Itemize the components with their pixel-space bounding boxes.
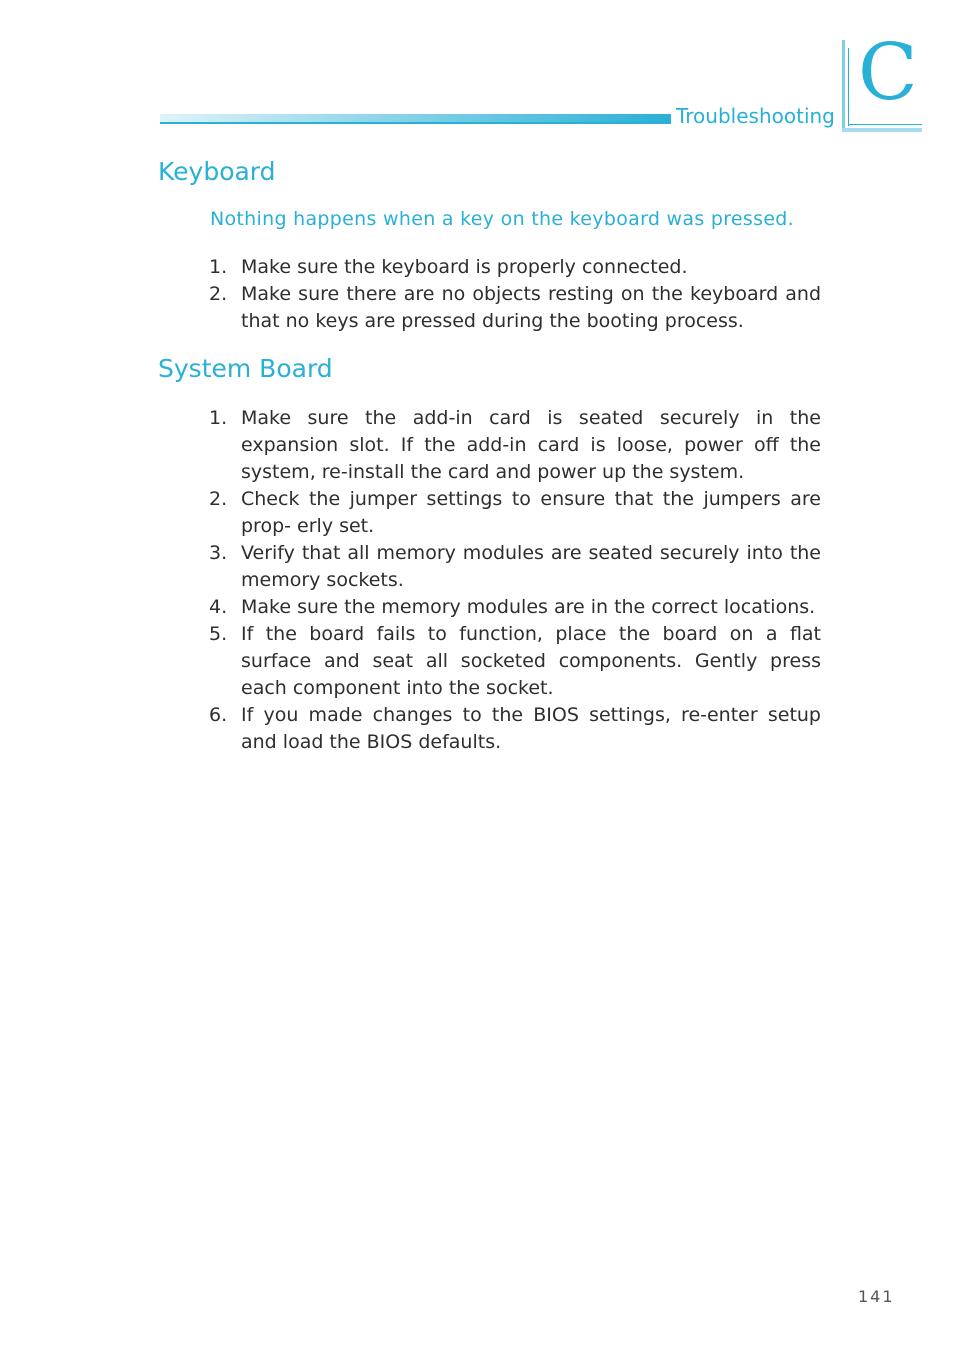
chapter-tab-inner-border — [848, 48, 849, 126]
list-item-number: 2. — [209, 488, 228, 510]
list-item — [209, 486, 821, 540]
system-board-steps-list — [209, 405, 821, 756]
chapter-tab — [842, 28, 922, 132]
list-item — [209, 405, 821, 486]
chapter-letter: C — [858, 28, 918, 118]
list-item — [209, 254, 821, 281]
list-item-number: 5. — [209, 623, 228, 645]
keyboard-steps-list — [209, 254, 821, 335]
section-title-system-board: System Board — [158, 354, 333, 383]
list-item-number: 1. — [209, 256, 228, 278]
list-item — [209, 540, 821, 594]
header-section-label: Troubleshooting — [676, 104, 835, 128]
list-item — [209, 594, 821, 621]
list-item-number: 4. — [209, 596, 228, 618]
chapter-tab-bottom-inner-border — [848, 124, 922, 125]
list-item — [209, 702, 821, 756]
chapter-tab-border — [842, 40, 845, 132]
list-item-text: If the board fails to function, place the board on a flat surface and seat all socketed components. Gently press each component into the socket. — [241, 623, 821, 699]
list-item — [209, 281, 821, 335]
chapter-tab-bottom-border — [842, 128, 922, 132]
list-item-number: 1. — [209, 407, 228, 429]
list-item-text: Make sure there are no objects resting on the keyboard and that no keys are pressed during the booting process. — [241, 283, 821, 332]
list-item-text: Make sure the add-in card is seated securely in the expansion slot. If the add-in card is loose, power off the system, re-install the card and power up the system. — [241, 407, 821, 483]
section-title-keyboard: Keyboard — [158, 157, 276, 186]
list-item-number: 6. — [209, 704, 228, 726]
keyboard-problem-subhead: Nothing happens when a key on the keyboard was pressed. — [210, 208, 795, 230]
list-item-text: Verify that all memory modules are seated securely into the memory sockets. — [241, 542, 821, 591]
list-item-number: 3. — [209, 542, 228, 564]
list-item-number: 2. — [209, 283, 228, 305]
list-item-text: Check the jumper settings to ensure that the jumpers are prop- erly set. — [241, 488, 821, 537]
list-item-text: If you made changes to the BIOS settings, re-enter setup and load the BIOS defaults. — [241, 704, 821, 753]
list-item-text: Make sure the memory modules are in the correct locations. — [241, 596, 816, 618]
page-number: 141 — [858, 1287, 895, 1306]
header-rule — [160, 122, 671, 124]
list-item-text: Make sure the keyboard is properly connected. — [241, 256, 688, 278]
list-item — [209, 621, 821, 702]
